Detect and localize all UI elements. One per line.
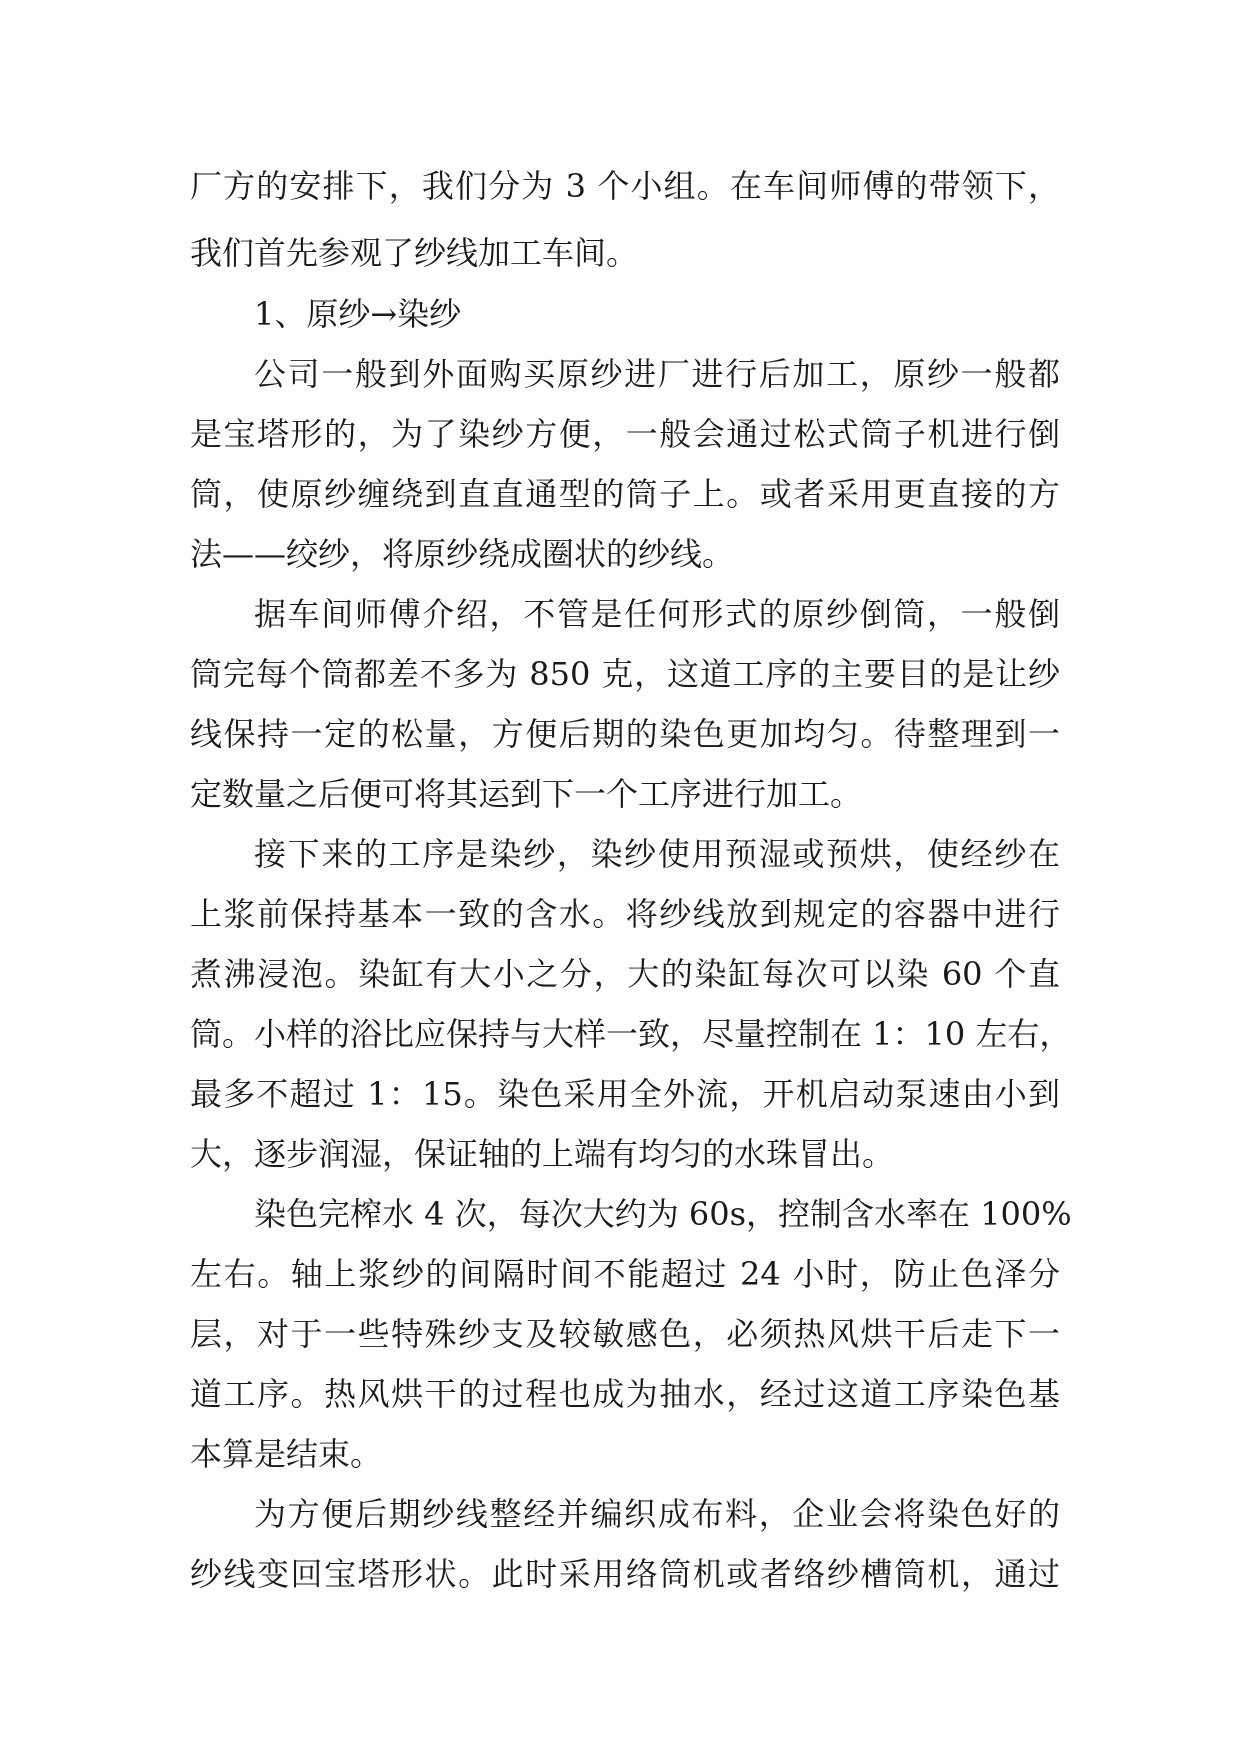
- text-line: 厂方的安排下，我们分为 3 个小组。在车间师傅的带领下，: [190, 167, 1060, 205]
- text-line: 接下来的工序是染纱，染纱使用预湿或预烘，使经纱在: [254, 835, 1060, 873]
- text-line: 煮沸浸泡。染缸有大小之分，大的染缸每次可以染 60 个直: [190, 955, 1060, 993]
- text-line: 层，对于一些特殊纱支及较敏感色，必须热风烘干后走下一: [190, 1315, 1060, 1353]
- text-line: 公司一般到外面购买原纱进厂进行后加工，原纱一般都: [254, 355, 1060, 393]
- text-line: 线保持一定的松量，方便后期的染色更加均匀。待整理到一: [190, 715, 1060, 753]
- text-line: 法——绞纱，将原纱绕成圈状的纱线。: [190, 535, 735, 573]
- text-line: 大，逐步润湿，保证轴的上端有均匀的水珠冒出。: [190, 1135, 895, 1173]
- text-line: 定数量之后便可将其运到下一个工序进行加工。: [190, 775, 863, 813]
- text-line: 为方便后期纱线整经并编织成布料，企业会将染色好的: [254, 1495, 1060, 1533]
- text-line: 是宝塔形的，为了染纱方便，一般会通过松式筒子机进行倒: [190, 415, 1060, 453]
- text-line: 上浆前保持基本一致的含水。将纱线放到规定的容器中进行: [190, 895, 1060, 933]
- text-line: 我们首先参观了纱线加工车间。: [190, 234, 639, 272]
- text-line: 纱线变回宝塔形状。此时采用络筒机或者络纱槽筒机，通过: [190, 1555, 1060, 1593]
- text-line: 据车间师傅介绍，不管是任何形式的原纱倒筒，一般倒: [254, 595, 1060, 633]
- text-line: 筒，使原纱缠绕到直直通型的筒子上。或者采用更直接的方: [190, 475, 1060, 513]
- text-line: 筒完每个筒都差不多为 850 克，这道工序的主要目的是让纱: [190, 655, 1060, 693]
- text-line: 染色完榨水 4 次，每次大约为 60s，控制含水率在 100%: [254, 1195, 1072, 1233]
- text-line: 左右。轴上浆纱的间隔时间不能超过 24 小时，防止色泽分: [190, 1255, 1060, 1293]
- text-line: 最多不超过 1：15。染色采用全外流，开机启动泵速由小到: [190, 1075, 1060, 1113]
- text-line: 筒。小样的浴比应保持与大样一致，尽量控制在 1：10 左右，: [190, 1015, 1072, 1053]
- section-heading: 1、原纱→染纱: [254, 295, 462, 333]
- text-line: 道工序。热风烘干的过程也成为抽水，经过这道工序染色基: [190, 1375, 1060, 1413]
- text-line: 本算是结束。: [190, 1435, 383, 1473]
